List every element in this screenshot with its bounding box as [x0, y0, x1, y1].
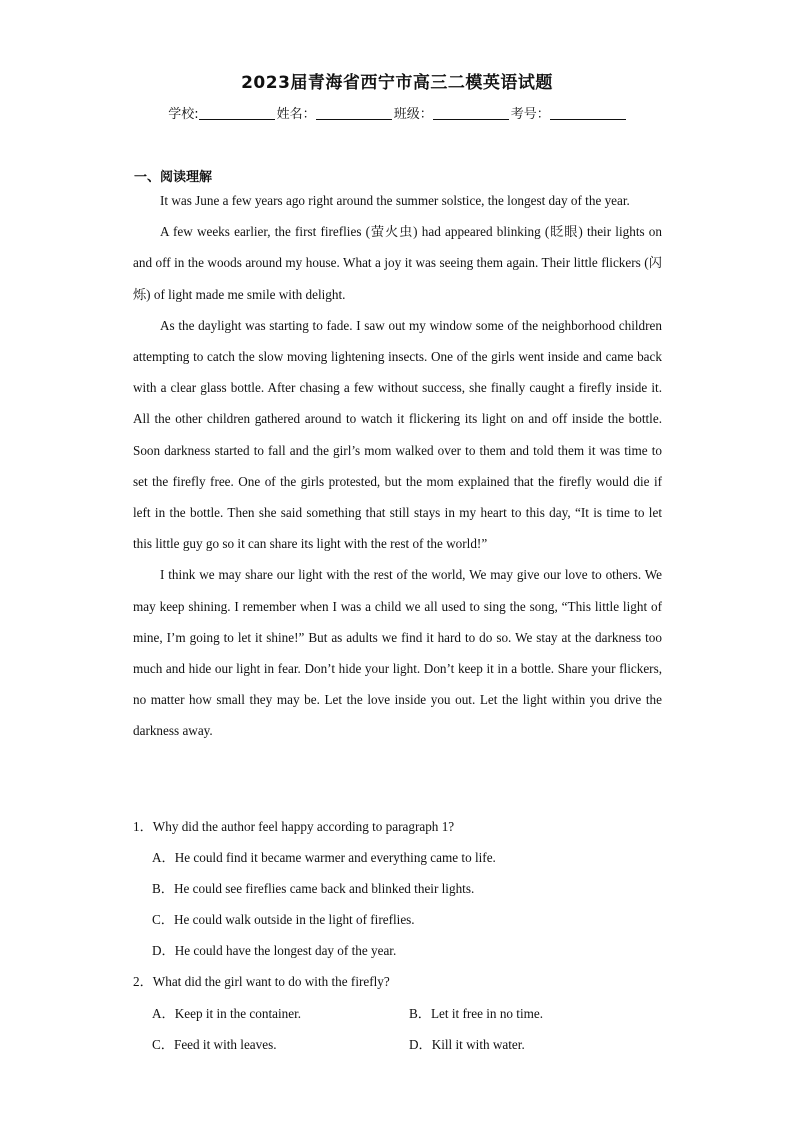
question-2-option-d[interactable]: D．Kill it with water. — [409, 1037, 525, 1052]
passage-paragraph-1: It was June a few years ago right around the summer solstice, the longest day of the year. — [160, 193, 630, 208]
question-2-stem: 2．What did the girl want to do with the firefly? — [133, 974, 390, 989]
exam-number-label: 考号： — [510, 107, 550, 122]
name-blank[interactable] — [316, 107, 392, 120]
question-2-option-c[interactable]: C．Feed it with leaves. — [152, 1037, 277, 1052]
question-1-option-a[interactable]: A．He could find it became warmer and everything came to life. — [152, 850, 496, 865]
question-1-stem: 1．Why did the author feel happy according to paragraph 1? — [133, 819, 455, 834]
school-blank[interactable] — [199, 107, 275, 120]
question-1-option-b[interactable]: B．He could see fireflies came back and blinked their lights. — [152, 881, 475, 896]
class-field — [394, 103, 509, 122]
school-label: 学校: — [168, 107, 199, 122]
question-1-option-d[interactable]: D．He could have the longest day of the year. — [152, 943, 397, 958]
student-info-row — [0, 103, 794, 122]
passage-paragraph-3: As the daylight was starting to fade. I saw out my window some of the neighborhood children attempting to catch the slow moving lightening insects. One of the girls went inside and came back with a clear glass bottle. After chasing a few without success, she finally caught a firefly inside it. All the other children gathered around to watch it flickering its light on and off inside the bottle. Soon darkness started to fall and the girl’s mom walked over to them and told them it was time to set the firefly free. One of the girls protested, but the mom explained that the firefly would die if left in the bottle. Then she said something that still stays in my heart to this day, “It is time to let this little guy go so it can share its light with the rest of the world!” — [133, 317, 662, 552]
section-heading: 一、阅读理解 — [134, 170, 213, 185]
exam-title: 2023届青海省西宁市高三二模英语试题 — [241, 73, 553, 93]
passage-paragraph-2: A few weeks earlier, the first fireflies (萤火虫) had appeared blinking (眨眼) their lights on and off in the woods around my house. What a joy it was seeing them again. Their little flickers (闪烁) of light made me smile with delight. — [133, 224, 662, 302]
exam-number-blank[interactable] — [550, 107, 626, 120]
class-blank[interactable] — [433, 107, 509, 120]
school-field — [168, 103, 274, 122]
name-label: 姓名： — [276, 107, 316, 122]
name-field — [277, 103, 392, 122]
question-2-option-b[interactable]: B．Let it free in no time. — [409, 1006, 544, 1021]
question-2-option-a[interactable]: A．Keep it in the container. — [152, 1006, 302, 1021]
question-1-option-c[interactable]: C．He could walk outside in the light of fireflies. — [152, 912, 415, 927]
passage-paragraph-4: I think we may share our light with the rest of the world, We may give our love to others. We may keep shining. I remember when I was a child we all used to sing the song, “This little light of mine, I’m going to let it shine!” But as adults we find it hard to do so. We stay at the darkness too much and hide our light in fear. Don’t hide your light. Don’t keep it in a bottle. Share your flickers, no matter how small they may be. Let the love inside you out. Let the light within you drive the darkness away. — [133, 567, 662, 739]
exam-number-field — [511, 103, 626, 122]
class-label: 班级： — [393, 107, 433, 122]
reading-passage — [133, 185, 662, 747]
